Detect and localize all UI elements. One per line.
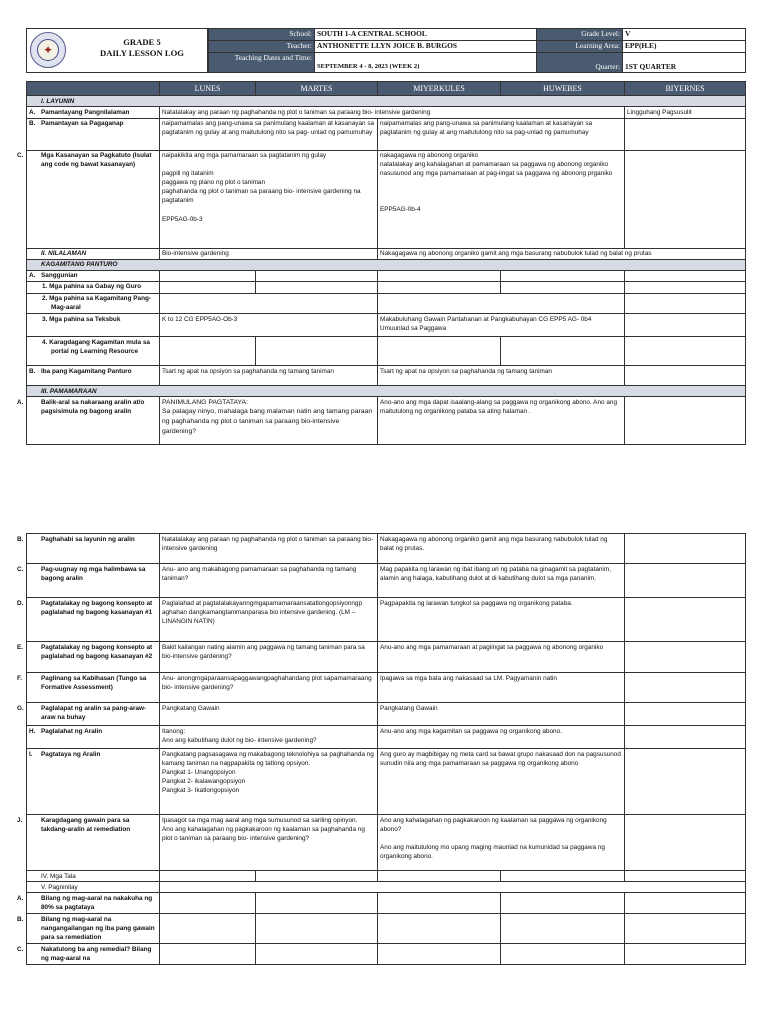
row-label: Bilang ng mag-aaral na nangangailangan ng iba pang gawain para sa remediation	[41, 915, 155, 941]
cell-text: K to 12 CG EPP5AG-Ob-3	[160, 314, 378, 337]
row-label: Paglinang sa Kabihasan (Tungo sa Formative Assessment)	[41, 674, 147, 691]
row-iba-pang-kagamitan	[27, 366, 746, 386]
row-letter: I.	[29, 750, 33, 758]
day-martes: MARTES	[256, 82, 378, 96]
cell-text: Natatalakay ang paraan ng paghahanda ng plot o taniman sa paraang bio- intensive gardening	[160, 107, 625, 118]
cell-text: Pangkat 1- Unangopsiyon	[162, 768, 236, 776]
row-label: Sanggunian	[41, 272, 78, 280]
cell-text: Tsart ng apat na opsiyon sa paghahanda ng tamang taniman	[160, 366, 378, 386]
day-header-blank	[27, 82, 160, 96]
section-layunin: I. LAYUNIN	[27, 96, 746, 107]
row-letter: F.	[17, 674, 22, 682]
row-label: 4. Karagdagang Kagamitan mula sa portal ng Learning Resource	[27, 337, 160, 366]
cell-text: Lingguhang Pagsusulit	[625, 107, 746, 118]
cell-text: nakagagawa ng abonong organiko	[380, 152, 479, 160]
cell-text: Itanong:	[162, 727, 186, 735]
cell-text: Pangkat 3- Ikatlongopsiyon	[162, 786, 240, 794]
row-letter: H.	[29, 727, 36, 735]
section-pagninilay: V. Pagninilay	[27, 882, 160, 893]
section-kagamitan: KAGAMITANG PANTURO	[27, 259, 746, 270]
row-pag-uugnay	[27, 564, 746, 598]
cell-text: pagpili ng itatanim	[162, 170, 214, 178]
row-paghahabi	[27, 534, 746, 564]
school-value: SOUTH 1-A CENTRAL SCHOOL	[315, 29, 537, 41]
teacher-value: ANTHONETTE LLYN JOICE B. BURGOS	[315, 41, 537, 53]
deped-seal-icon: ✦	[30, 32, 66, 68]
cell-text: natatalakay ang kahalagahan at pamamaraan sa paggawa ng abonong organiko	[380, 161, 609, 169]
section-nilalaman: II. NILALAMAN	[27, 248, 160, 259]
row-paglalahat	[27, 726, 746, 749]
cell-text: Anu-ano ang mga pamamaraan at pagiingat sa paggawa ng abonong organiko	[378, 642, 625, 673]
cell-text: Mag papakita ng larawan ng ibat ibang uri ng pataba na ginagamit sa pagtatanim, alamin ang halaga, kabutihang dulot at di kabutihang dulot sa mga pananim.	[378, 564, 625, 598]
cell-text: paghahanda ng plot o taniman sa paraang bio- intensive gardening na pagtatanim	[162, 188, 361, 205]
row-kagamitang-mag-aaral	[27, 293, 746, 313]
day-biyernes: BIYERNES	[625, 82, 746, 96]
row-label: Karagdagang gawain para sa takdang-aralin at remediation	[41, 816, 131, 833]
page-2	[17, 533, 745, 965]
row-karagdagang-gawain	[27, 815, 746, 871]
cell-text: Ano ang kahalagahan ng pagkakaroon ng kaalaman sa paghahanda ng plot o taniman sa paraang bio- intensive gardening?	[162, 825, 365, 842]
row-balik-aral	[27, 397, 746, 445]
row-label: Pagtatalakay ng bagong konsepto at paglalahad ng bagong kasanayan #1	[41, 599, 153, 616]
row-letter: E.	[17, 643, 24, 651]
cell-text: Nakagagawa ng abonong organiko gamit ang mga basurang nabubulok tulad ng balat ng prutas	[378, 248, 746, 259]
cell-text: naipamamalas ang pang-unawa sa panimulang kaalaman at kasanayan sa pagtatanim ng gulay at ang maitutulong nito sa pag- unlad ng pamumuhay	[160, 118, 378, 150]
row-pamantayan-sa-pagaganap	[27, 118, 746, 150]
cell-code: EPP5AG-0b-3	[162, 215, 203, 223]
row-label: 1. Mga pahina sa Gabay ng Guro	[27, 281, 160, 293]
row-label: 3. Mga pahina sa Teksbuk	[27, 314, 160, 337]
cell-text: Ipasagot sa mga mag aaral ang mga sumusunod sa sariling opinyon.	[162, 816, 358, 824]
cell-text: Paglalahad at pagtatalakayanngmgapamamaraansatatlongopsiyonngp aghahan dangkamangtanimanparasa bio intensive gardening. (LM – LINANGIN NATIN)	[160, 598, 378, 642]
cell-text: PANIMULANG PAGTATAYA:	[162, 398, 248, 406]
row-letter: A.	[29, 108, 36, 116]
cell-text: Tsart ng apat na opsiyon sa paghahanda ng tamang taniman	[378, 366, 625, 386]
row-letter: B.	[17, 915, 24, 923]
row-letter: B.	[29, 367, 36, 375]
row-letter: C.	[17, 152, 24, 160]
cell-text: paggawa ng plano ng plot o taniman	[162, 179, 266, 187]
day-header-row	[27, 82, 746, 96]
row-label: Iba pang Kagamitang Panturo	[41, 367, 132, 375]
quarter-label: Quarter:	[537, 53, 623, 73]
section-mga-tala: IV. Mga Tala	[27, 871, 160, 882]
cell-text: Pagpapakita ng larawan tungkol sa paggawa ng organikong pataba.	[378, 598, 625, 642]
teacher-label: Teacher:	[209, 41, 315, 53]
cell-text: Ano ang kahalagahan ng pagkakaroon ng kaalaman sa paggawa ng organikong abono?	[380, 816, 607, 833]
cell-text: Sa palagay ninyo, mahalaga bang malaman natin ang tamang paraan ng paghahanda ng plot o taniman sa paraang bio-intensive gardening?	[162, 408, 373, 435]
page-1	[17, 28, 745, 445]
cell-text: Bakit kailangan nating alamin ang paggawa ng tamang taniman para sa bio-intensive gardening?	[160, 642, 378, 673]
row-letter: A.	[17, 398, 24, 406]
row-reflection-a	[27, 893, 746, 914]
row-gabay-guro	[27, 281, 746, 293]
cell-text: Pangkatang Gawain	[378, 703, 625, 726]
row-letter: A.	[29, 272, 36, 280]
cell-text: Pangkat 2- ikalawangopsiyon	[162, 777, 246, 785]
school-label: School:	[209, 29, 315, 41]
row-sanggunian	[27, 270, 746, 281]
row-kasanayan	[27, 150, 746, 248]
day-miyerkules: MIYERKULES	[378, 82, 501, 96]
cell-text: Nakagagawa ng abonong organiko gamit ang mga basurang nabubulok tulad ng balat ng prutas.	[378, 534, 625, 564]
cell-text: Pangkatang Gawain	[160, 703, 378, 726]
day-huwebes: HUWEBES	[501, 82, 625, 96]
lesson-table-p1	[17, 81, 746, 445]
row-label: Pamantayan sa Pagaganap	[41, 120, 124, 128]
row-nilalaman	[27, 248, 746, 259]
row-pagtataya	[27, 749, 746, 815]
row-konsepto-2	[27, 642, 746, 673]
cell-text: Anu- anongmgaparaansapaggawangpaghahandang plot sapamamaraang bio- intensive gardening?	[160, 673, 378, 703]
row-label: Pagtataya ng Aralin	[41, 750, 101, 758]
cell-text: Ano ang maitutulong mo upang maging maunlad na kumunidad sa paggawa ng organikong abono.	[380, 843, 605, 860]
row-letter: D.	[17, 599, 24, 607]
quarter-value: 1ST QUARTER	[623, 53, 746, 73]
cell-text: Ang guro ay magbibigay ng meta card sa bawat grupo nakasaad don na pagsusunod sunudin nila ang mga pamamaraan sa paggawa ng organikong abono	[378, 749, 625, 815]
cell-text: Ano ang kabutihang dulot ng bio- intensive gardening?	[162, 736, 317, 744]
cell-text: Natatalakay ang paraan ng paghahanda ng plot o taniman sa paraang bio- intensive gardening	[160, 534, 378, 564]
row-label: Bilang ng mag-aaral na nakakuha ng 80% sa pagtataya	[41, 894, 153, 911]
day-lunes: LUNES	[160, 82, 256, 96]
cell-code: EPP5AG-0b-4	[380, 206, 421, 214]
row-label: Mga Kasanayan sa Pagkatuto (Isulat ang code ng bawat kasanayan)	[41, 152, 152, 169]
lesson-table-p2	[17, 533, 746, 965]
row-label: Pamantayang Pangnilalaman	[41, 108, 130, 116]
cell-text: nasusunod ang mga pamamaraan at pag-iingat sa paggawa ng abonong prganiko	[380, 170, 613, 178]
grade-level-label: Grade Level:	[537, 29, 623, 41]
cell-text: Anu- ano ang makabagong pamamaraan sa paghahanda ng tamang taniman?	[160, 564, 378, 598]
row-reflection-b	[27, 914, 746, 944]
page-title	[80, 37, 204, 59]
cell-text: naipamamalas ang pang-unawa sa panimulang kaalaman at kasanayan sa pagtatanim ng gulay at ang maitutulong nito sa pag-unlad ng pamumuhay	[378, 118, 625, 150]
dates-value: SEPTEMBER 4 - 8, 2023 (WEEK 2)	[315, 53, 537, 73]
dll-header	[26, 28, 745, 72]
row-letter: G.	[17, 704, 24, 712]
cell-text: Bio-intensive gardening	[160, 248, 378, 259]
cell-text: Ipagawa sa mga bata ang nakasaad sa LM. Pagyamanin natin	[378, 673, 625, 703]
row-label: Paghahabi sa layunin ng aralin	[41, 535, 135, 543]
row-letter: J.	[17, 816, 23, 824]
row-label: Pag-uugnay ng mga halimbawa sa bagong aralin	[41, 565, 146, 582]
grade-level-value: V	[623, 29, 746, 41]
row-paglalapat	[27, 703, 746, 726]
title-grade: GRADE 5	[123, 37, 161, 47]
row-pagninilay	[27, 882, 746, 893]
row-letter: A.	[17, 894, 24, 902]
learning-area-label: Learning Area:	[537, 41, 623, 53]
row-teksbuk	[27, 314, 746, 337]
row-label: Paglalapat ng aralin sa pang-araw-araw na buhay	[41, 704, 147, 721]
row-reflection-c	[27, 944, 746, 965]
header-info-table	[208, 28, 746, 73]
section-pamamaraan: III. PAMAMARAAN	[27, 386, 746, 397]
row-karagdagang-kagamitan	[27, 337, 746, 366]
cell-text: Pangkatang pagsasagawa ng makabagong teknolohiya sa paghahanda ng kamang taniman na nagpapakita ng tatlong opsiyon.	[162, 750, 374, 767]
learning-area-value: EPP(H.E)	[623, 41, 746, 53]
row-letter: C.	[17, 945, 24, 953]
title-dll: DAILY LESSON LOG	[100, 48, 184, 59]
row-pamantayang-pangnilalaman	[27, 107, 746, 118]
row-mga-tala	[27, 871, 746, 882]
cell-text: Ano-ano ang mga dapat isaalang-alang sa paggawa ng organikong abono. Ano ang maitutulong ng organikong pataba sa ating halaman .	[378, 397, 625, 445]
row-konsepto-1	[27, 598, 746, 642]
row-label: Nakatulong ba ang remedial? Bilang ng mag-aaral na	[41, 945, 152, 962]
row-letter: C.	[17, 565, 24, 573]
row-label: 2. Mga pahina sa Kagamitang Pang-Mag-aaral	[27, 293, 160, 313]
cell-text: naipakikita ang mga pamamaraan sa pagtatanim ng gulay	[162, 152, 327, 160]
row-letter: B.	[17, 535, 24, 543]
cell-text: Anu-ano ang mga kagamitan sa paggawa ng organikong abono.	[378, 726, 625, 749]
row-label: Pagtatalakay ng bagong konsepto at paglalahad ng bagong kasanayan #2	[41, 643, 153, 660]
row-letter: B.	[29, 120, 36, 128]
row-paglinang	[27, 673, 746, 703]
dates-label: Teaching Dates and Time:	[209, 53, 315, 73]
row-label: Paglalahat ng Aralin	[41, 727, 103, 735]
row-label: Balik-aral sa nakaraang aralin at/o pagsisimula ng bagong aralin	[41, 398, 145, 415]
cell-text: Makabuluhang Gawain Pantahanan at Pangkabuhayan CG EPP5 AG- 0b4 Umuunlad sa Paggawa	[378, 314, 625, 337]
